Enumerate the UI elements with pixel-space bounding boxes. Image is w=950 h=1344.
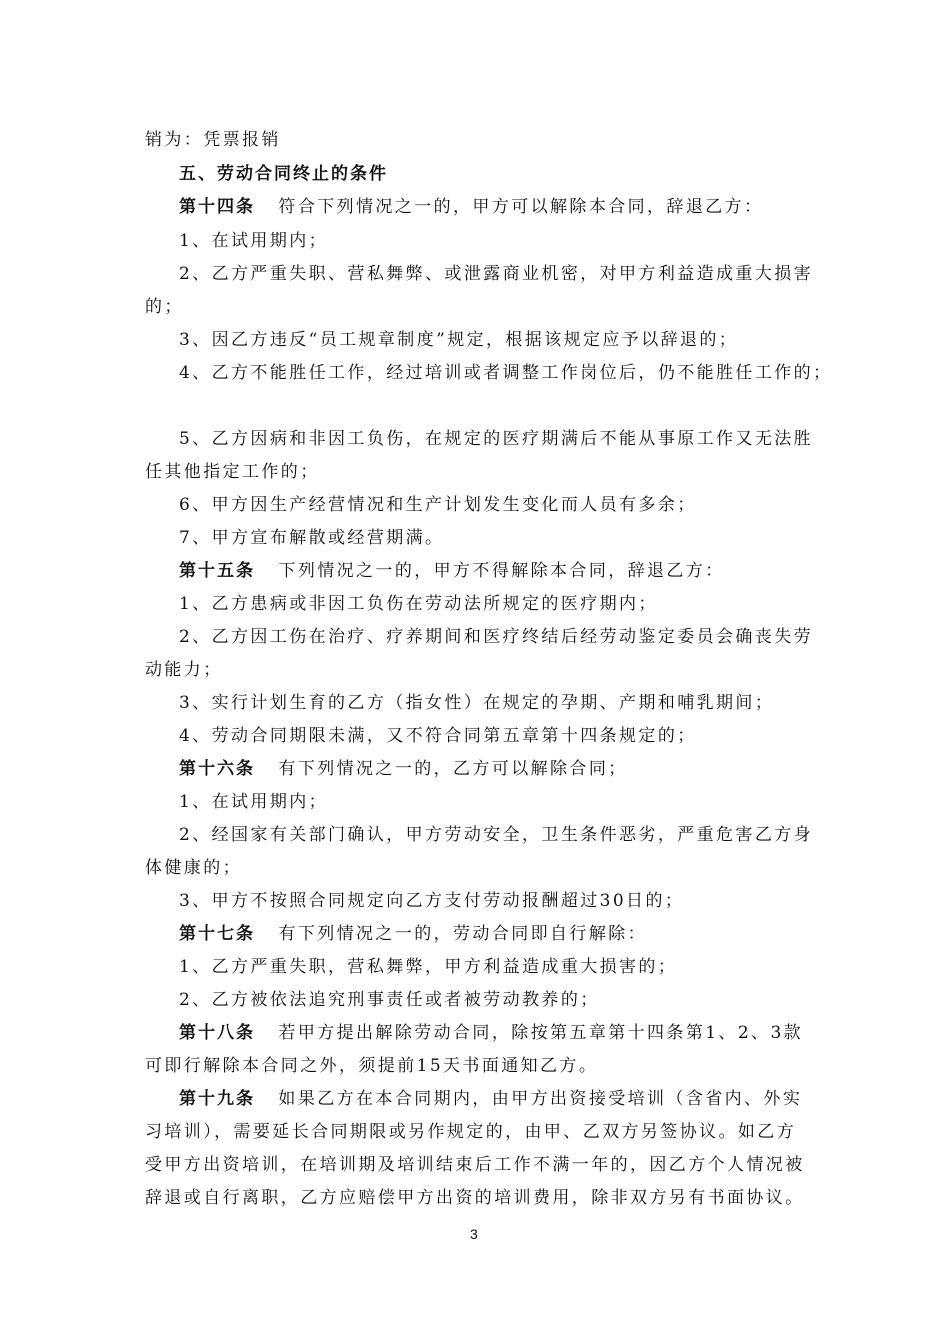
text-line: 6、甲方因生产经营情况和生产计划发生变化而人员有多余； <box>179 495 697 515</box>
text-line: 2、乙方被依法追究刑事责任或者被劳动教养的； <box>179 990 600 1010</box>
article-text: 如果乙方在本合同期内，由甲方出资接受培训（含省内、外实 <box>278 1089 803 1109</box>
text-line: 2、经国家有关部门确认，甲方劳动安全，卫生条件恶劣，严重危害乙方身 <box>179 825 814 845</box>
article-16 <box>179 757 628 781</box>
text-line: 3、甲方不按照合同规定向乙方支付劳动报酬超过30日的； <box>179 891 685 911</box>
text-line: 受甲方出资培训，在培训期及培训结束后工作不满一年的，因乙方个人情况被 <box>145 1155 805 1175</box>
article-text: 有下列情况之一的，乙方可以解除合同； <box>278 759 628 779</box>
text-line: 1、乙方患病或非因工负伤在劳动法所规定的医疗期内； <box>179 594 658 614</box>
text-line: 3、因乙方违反“员工规章制度”规定，根据该规定应予以辞退的； <box>179 330 739 350</box>
text-line: 7、甲方宣布解散或经营期满。 <box>179 528 445 548</box>
text-line: 可即行解除本合同之外，须提前15天书面通知乙方。 <box>145 1056 599 1076</box>
section-heading: 五、劳动合同终止的条件 <box>179 164 388 184</box>
article-text: 下列情况之一的，甲方不得解除本合同，辞退乙方： <box>278 561 725 581</box>
text-line: 体健康的； <box>145 858 242 878</box>
article-18 <box>179 1021 803 1045</box>
article-label: 第十七条 <box>179 924 255 944</box>
article-17 <box>179 922 647 946</box>
text-line: 1、在试用期内； <box>179 792 329 812</box>
article-label: 第十五条 <box>179 561 255 581</box>
article-text: 有下列情况之一的，劳动合同即自行解除： <box>278 924 648 944</box>
text-line: 5、乙方因病和非因工负伤，在规定的医疗期满后不能从事原工作又无法胜 <box>179 429 814 449</box>
article-label: 第十四条 <box>179 197 255 217</box>
article-label: 第十九条 <box>179 1089 255 1109</box>
article-label: 第十六条 <box>179 759 255 779</box>
article-14 <box>179 195 763 219</box>
text-line: 习培训），需要延长合同期限或另作规定的，由甲、乙双方另签协议。如乙方 <box>145 1122 797 1142</box>
article-label: 第十八条 <box>179 1023 255 1043</box>
text-line: 3、实行计划生育的乙方（指女性）在规定的孕期、产期和哺乳期间； <box>179 693 775 713</box>
text-line: 的； <box>145 297 184 317</box>
text-line: 辞退或自行离职，乙方应赔偿甲方出资的培训费用，除非双方另有书面协议。 <box>145 1188 805 1208</box>
text-line: 4、乙方不能胜任工作，经过培训或者调整工作岗位后，仍不能胜任工作的； <box>179 363 833 383</box>
text-line: 销为：凭票报销 <box>145 130 281 150</box>
text-line: 2、乙方严重失职、营私舞弊、或泄露商业机密，对甲方利益造成重大损害 <box>179 264 814 284</box>
page-number: 3 <box>470 1226 478 1242</box>
article-text: 若甲方提出解除劳动合同，除按第五章第十四条第1、2、3款 <box>278 1023 804 1043</box>
text-line: 4、劳动合同期限未满，又不符合同第五章第十四条规定的； <box>179 726 697 746</box>
article-19 <box>179 1087 802 1111</box>
text-line: 任其他指定工作的； <box>145 462 320 482</box>
text-line: 动能力； <box>145 660 223 680</box>
article-text: 符合下列情况之一的，甲方可以解除本合同，辞退乙方： <box>278 197 764 217</box>
text-line: 1、乙方严重失职，营私舞弊，甲方利益造成重大损害的； <box>179 957 678 977</box>
text-line: 1、在试用期内； <box>179 231 329 251</box>
text-line: 2、乙方因工伤在治疗、疗养期间和医疗终结后经劳动鉴定委员会确丧失劳 <box>179 627 814 647</box>
article-15 <box>179 559 725 583</box>
